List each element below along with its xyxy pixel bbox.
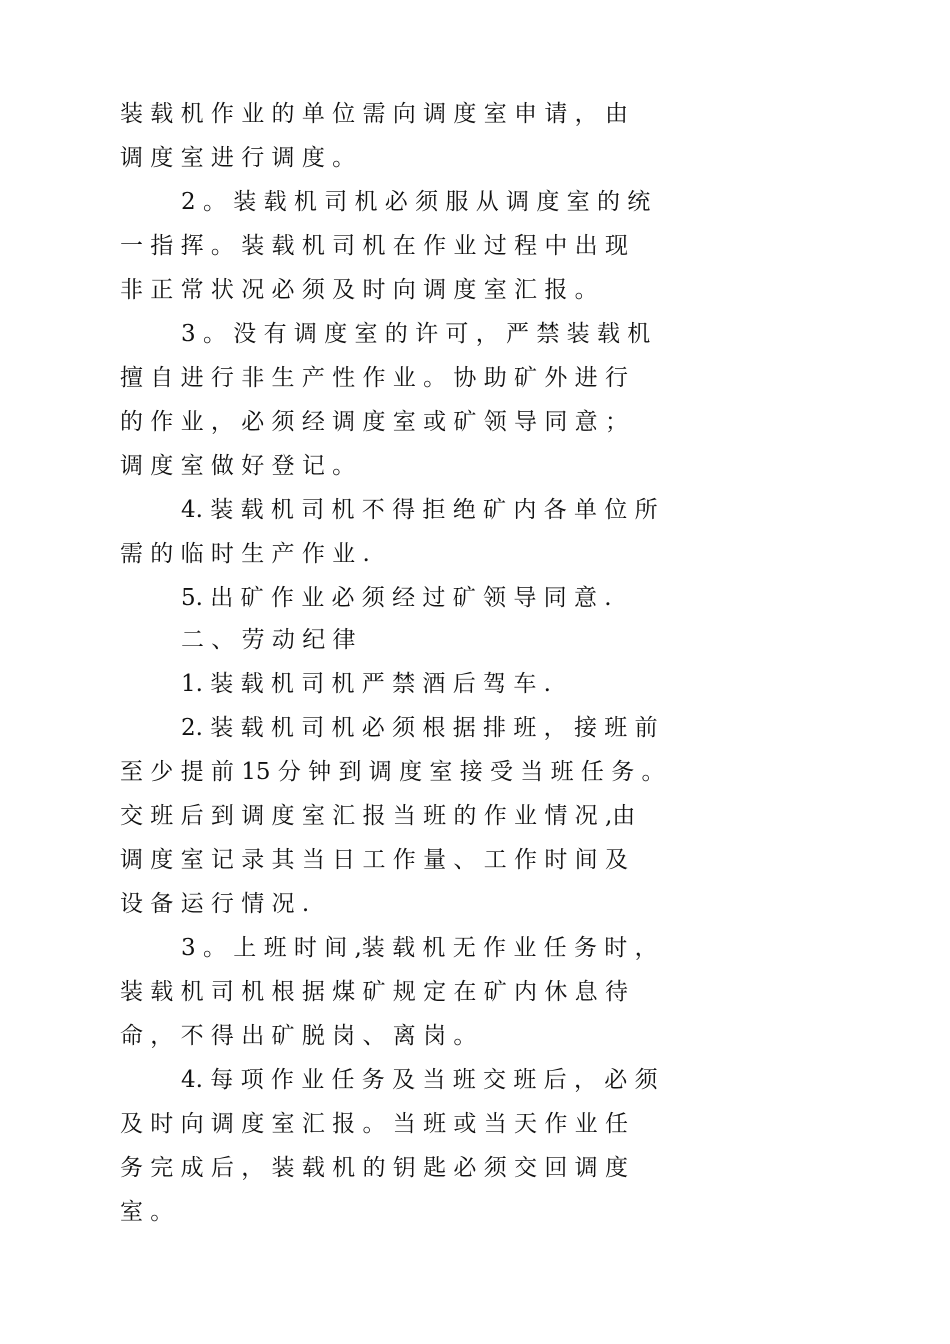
text-line: 装 载 机 作 业 的 单 位 需 向 调 度 室 申 请 ， 由 bbox=[120, 101, 628, 127]
text-line: 及 时 向 调 度 室 汇 报 。 当 班 或 当 天 作 业 任 bbox=[120, 1111, 628, 1137]
text-line: 需 的 临 时 生 产 作 业 . bbox=[120, 541, 370, 567]
text-line: 交 班 后 到 调 度 室 汇 报 当 班 的 作 业 情 况 ,由 bbox=[120, 803, 636, 829]
text-line: 1. 装 载 机 司 机 严 禁 酒 后 驾 车 . bbox=[181, 671, 551, 697]
text-line: 的 作 业 ， 必 须 经 调 度 室 或 矿 领 导 同 意 ； bbox=[120, 409, 628, 435]
text-line: 装 载 机 司 机 根 据 煤 矿 规 定 在 矿 内 休 息 待 bbox=[120, 979, 628, 1005]
text-line: 调 度 室 进 行 调 度 。 bbox=[120, 145, 356, 171]
text-line: 一 指 挥 。 装 载 机 司 机 在 作 业 过 程 中 出 现 bbox=[120, 233, 628, 259]
text-line: 务 完 成 后 ， 装 载 机 的 钥 匙 必 须 交 回 调 度 bbox=[120, 1155, 628, 1181]
text-line: 命 ， 不 得 出 矿 脱 岗 、 离 岗 。 bbox=[120, 1023, 477, 1049]
text-line: 3 。 上 班 时 间 ,装 载 机 无 作 业 任 务 时 ， bbox=[181, 935, 658, 961]
text-line: 5. 出 矿 作 业 必 须 经 过 矿 领 导 同 意 . bbox=[181, 585, 612, 611]
section-heading: 二 、 劳 动 纪 律 bbox=[181, 627, 356, 653]
text-line: 4. 装 载 机 司 机 不 得 拒 绝 矿 内 各 单 位 所 bbox=[181, 497, 658, 523]
text-line: 4. 每 项 作 业 任 务 及 当 班 交 班 后 ， 必 须 bbox=[181, 1067, 658, 1093]
text-line: 2. 装 载 机 司 机 必 须 根 据 排 班 ， 接 班 前 bbox=[181, 715, 658, 741]
text-line: 调 度 室 做 好 登 记 。 bbox=[120, 453, 356, 479]
text-line: 至 少 提 前 15 分 钟 到 调 度 室 接 受 当 班 任 务 。 bbox=[120, 759, 665, 785]
text-line: 调 度 室 记 录 其 当 日 工 作 量 、 工 作 时 间 及 bbox=[120, 847, 628, 873]
text-line: 非 正 常 状 况 必 须 及 时 向 调 度 室 汇 报 。 bbox=[120, 277, 598, 303]
text-line: 设 备 运 行 情 况 . bbox=[120, 891, 310, 917]
text-line: 室 。 bbox=[120, 1199, 174, 1225]
text-line: 擅 自 进 行 非 生 产 性 作 业 。 协 助 矿 外 进 行 bbox=[120, 365, 628, 391]
text-line: 2 。 装 载 机 司 机 必 须 服 从 调 度 室 的 统 bbox=[181, 189, 651, 215]
text-line: 3 。 没 有 调 度 室 的 许 可 ， 严 禁 装 载 机 bbox=[181, 321, 651, 347]
